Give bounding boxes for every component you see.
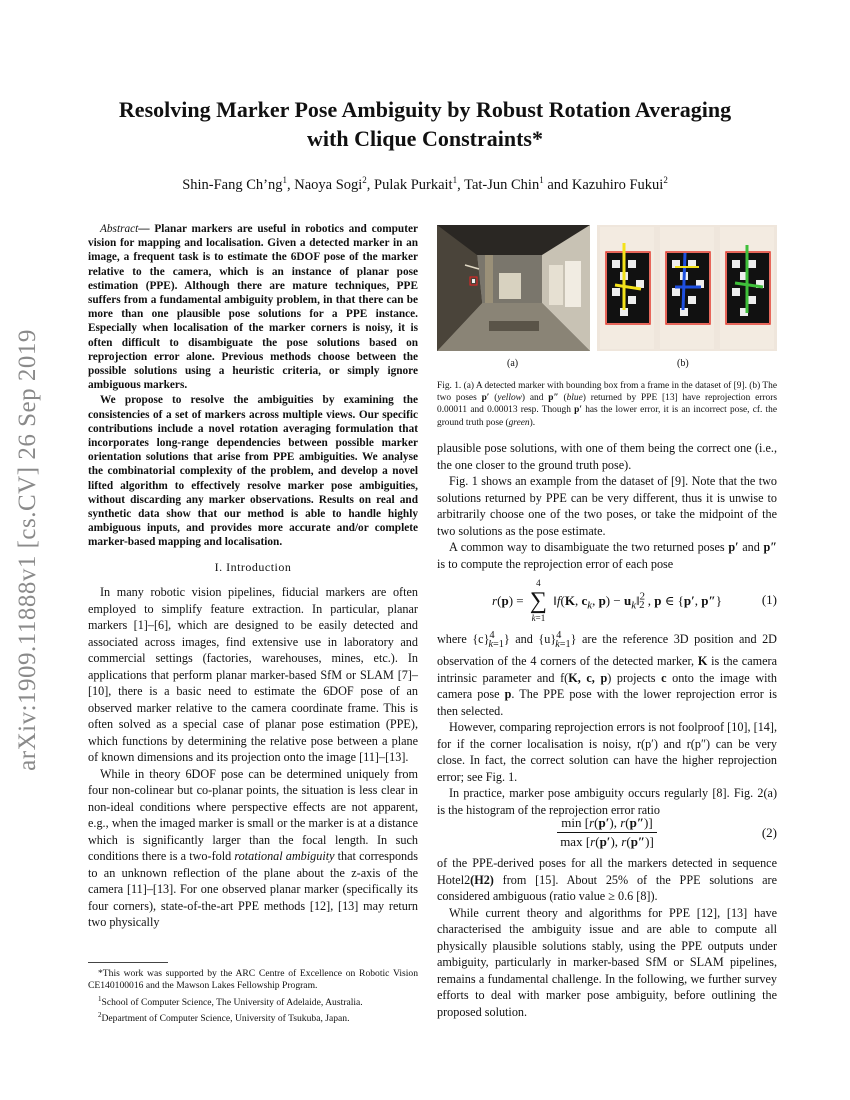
- paper-title: [60, 95, 790, 153]
- equation-1-number: (1): [761, 592, 777, 607]
- right-paragraph-5: In practice, marker pose ambiguity occurs regularly [8]. Fig. 2(a) is the histogram of the reprojection error ratio: [437, 786, 777, 817]
- abstract-paragraph-2: We propose to resolve the ambiguities by examining the consistencies of a set of markers across multiple views. Our specific contributions include a novel rotation averaging formulation that incorporates long-range dependencies between possible marker orientation solutions that arise from PPE ambiguities. We analyse the combinatorial complexity of the problem, and develop a novel lifted algorithm to effectively resolve marker pose ambiguities, without discarding any marker observations. Results on real and synthetic data show that our method is able to handle highly ambiguous inputs, and provides more accurate and/or complete marker-based mapping and localisation.: [88, 394, 418, 549]
- right-paragraph-6: of the PPE-derived poses for all the markers detected in sequence Hotel2(H2) from [15]. About 25% of the PPE solutions are considered ambiguous (ratio value ≥ 0.6 [8]).: [437, 856, 777, 903]
- corridor-photo: [437, 225, 590, 351]
- marker-pose-panels: [597, 225, 777, 351]
- right-paragraph-7: While current theory and algorithms for PPE [12], [13] have characterised the ambiguity issue and are able to compute all physically plausible solutions stably, using the PPE outputs under ambiguity, particularly in marker-based SfM or SLAM pipelines, remains a fundamental challenge. In the following, we further survey efforts to deal with marker pose ambiguity, before outlining the proposed solution.: [437, 905, 777, 1019]
- right-paragraph-0: plausible pose solutions, with one of them being the correct one (i.e., the one closer to the ground truth pose).: [437, 441, 777, 472]
- right-paragraph-3: where $\{c\}^4_{k=1}$} and $\{u\}^4_{k=1}$} are the reference 3D position and 2D observation of the 4 corners of the detected marker, K is the camera intrinsic parameter and f(K, c, p) projects c onto the image with camera pose p. The PPE pose with the lower reprojection error is then selected.: [437, 630, 777, 718]
- equation-2-number: (2): [761, 825, 777, 840]
- footnotes: [88, 968, 418, 1026]
- author-5: Kazuhiro Fukui$^2$: [571, 175, 668, 193]
- marker-panel-yellow: [600, 227, 654, 349]
- section-heading: I. Introduction: [214, 560, 292, 574]
- subfigure-a-label: (a): [507, 358, 519, 369]
- marker-panel-green: [720, 227, 774, 349]
- author-1: Shin-Fang $Ch’ng^1$: [182, 175, 287, 193]
- right-column-text-3: [437, 855, 777, 1020]
- introduction-text: [88, 584, 418, 931]
- abstract: [88, 222, 418, 550]
- author-2: Naoya Sogi$^2$: [294, 175, 367, 193]
- footnote-affiliation-1: $^1$School of Computer Science, The University of Adelaide, Australia.: [98, 994, 363, 1008]
- arxiv-stamp: arXiv:1909.11888v1 [cs.CV] 26 Sep 2019: [14, 329, 41, 771]
- author-4: Tat-Jun Chin$^1$: [464, 175, 544, 193]
- right-column-text: [437, 440, 777, 572]
- figure-1-caption: Fig. 1. (a) A detected marker with bounding box from a frame in the dataset of [9]. (b) The two poses p′ (yellow) and p″ (blue) returned by PPE [13] have reprojection errors 0.00011 and 0.00013 resp. Though p′ has the lower error, it is an incorrect pose, cf. the ground truth pose (green).: [437, 381, 777, 428]
- figure-1: [437, 225, 777, 375]
- right-paragraph-2: A common way to disambiguate the two returned poses p′ and p″ is to compute the reprojection error of each pose: [437, 540, 777, 571]
- footnote-affiliation-2: $^2$Department of Computer Science, University of Tsukuba, Japan.: [98, 1011, 350, 1025]
- intro-paragraph-2: While in theory 6DOF pose can be determined uniquely from four non-colinear but co-planar points, the situation is less clear in non-ideal conditions where perspective effects are not apparent, e.g., when the imaged marker is small or the marker is at a distance which is significantly larger than the focal length. In such conditions there is a two-fold rotational ambiguity that corresponds to an unknown reflection of the plane about the z-axis of the camera [11]–[13]. For one observed planar marker (specifically its four corners), state-of-the-art PPE methods [12], [13] may return two physically: [88, 766, 418, 929]
- equation-2: $\frac{\min [r(p'), r(p'')]}{\max [r(p'), r(p'')]}$ (2): [437, 815, 777, 855]
- subfigure-b-label: (b): [677, 358, 689, 369]
- abstract-paragraph-1: Abstract— Planar markers are useful in robotics and computer vision for mapping and localisation. Given a detected marker in an image, a frequent task is to estimate the 6DOF pose of the marker relative to the camera, which is an instance of planar pose estimation (PPE). Although there are mature techniques, PPE suffers from a fundamental ambiguity problem, in that there can be more than one plausible pose solutions for a PPE instance. Especially when localisation of the marker corners is noisy, it is often difficult to disambiguate the pose solutions based on reprojection error alone. Previous methods choose between the possible solutions using a heuristic criteria, or simply ignore ambiguous markers.: [88, 223, 419, 392]
- footnote-funding: *This work was supported by the ARC Centre of Excellence on Robotic Vision CE140100016 and the Mawson Lakes Fellowship Program.: [88, 968, 418, 992]
- abstract-label: Abstract: [100, 223, 139, 235]
- footnote-rule: [88, 962, 168, 963]
- intro-paragraph-1: In many robotic vision pipelines, fiducial markers are often employed to simplify feature extraction. In particular, planar markers [1]–[6], which are designed to be easily detected and associated across images, find extensive use in laboratory and commercial settings (factories, warehouses, mines, etc.). In applications that perform planar marker-based SfM or SLAM [7]–[10], there is a basic need to estimate the 6DOF pose of an observed marker relative to the camera coordinate frame. This is often solved as a special case of planar pose estimation (PPE), which functions by determining the relative pose between a plane of known dimensions and its projection onto the image [11]–[13].: [88, 585, 418, 764]
- title-line-1: Resolving Marker Pose Ambiguity by Robust Rotation Averaging: [118, 97, 732, 122]
- author-3: Pulak Purkait$^1$: [374, 175, 458, 193]
- author-list: Shin-Fang $Ch’ng^1$, Naoya Sogi$^2$, Pulak Purkait$^1$, Tat-Jun Chin$^1$ and Kazuhiro Fukui$^2$: [182, 175, 668, 193]
- equation-1: r(p) = 4 ∑ k=1 ‖f(K, $c_k$, $p) - u_k‖^2_2$ , p ∈ {p′, p″} (1): [492, 578, 777, 623]
- marker-panel-blue: [660, 227, 714, 349]
- right-paragraph-1: Fig. 1 shows an example from the dataset of [9]. Note that the two solutions returned by PPE can be very different, thus it is unwise to arbitrarily choose one of the two poses, or take the midpoint of the two solutions as the pose estimate.: [437, 474, 777, 538]
- right-column-text-2: [437, 628, 777, 818]
- title-line-2: with Clique Constraints*: [307, 126, 543, 151]
- right-paragraph-4: However, comparing reprojection errors is not foolproof [10], [14], for if the corner localisation is noisy, r(p′) and r(p″) can be very close. In fact, the correct solution can have the higher reprojection error; see Fig. 1.: [437, 720, 777, 784]
